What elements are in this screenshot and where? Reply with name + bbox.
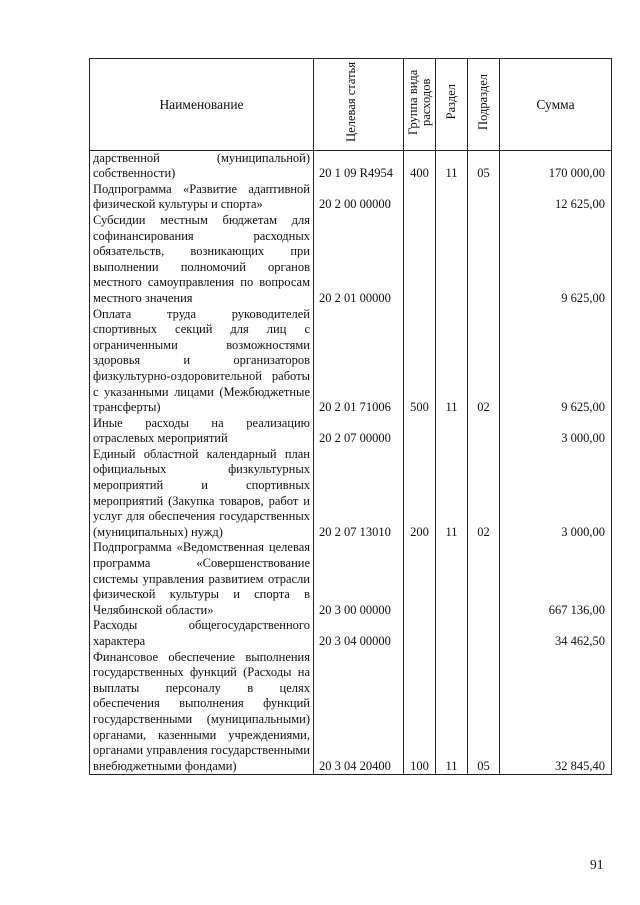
- cell-sum: 34 462,50: [500, 618, 612, 649]
- cell-name: дарственной (муниципальной) собственности): [90, 150, 314, 182]
- cell-section: [436, 618, 468, 649]
- cell-group: 500: [404, 307, 436, 416]
- cell-subsection: [468, 416, 500, 447]
- cell-name: Оплата труда руководителей спортивных секций для лиц с ограниченными возможностями здоровья и организаторов физкультурно-оздоровительной работы с указанными лицами (Межбюджетные трансферты): [90, 307, 314, 416]
- cell-sum: 32 845,40: [500, 650, 612, 775]
- cell-sum: 170 000,00: [500, 150, 612, 182]
- cell-group: [404, 416, 436, 447]
- cell-name: Субсидии местным бюджетам для софинансирования расходных обязательств, возникающих при выполнении полномочий органов местного самоуправления по вопросам местного значения: [90, 213, 314, 307]
- cell-subsection: 05: [468, 150, 500, 182]
- cell-subsection: [468, 213, 500, 307]
- cell-sum: 3 000,00: [500, 447, 612, 541]
- cell-target: 20 2 07 13010: [314, 447, 404, 541]
- cell-group: 200: [404, 447, 436, 541]
- cell-name: Подпрограмма «Развитие адаптивной физической культуры и спорта»: [90, 182, 314, 213]
- header-target: Целевая статья: [314, 59, 404, 151]
- cell-section: 11: [436, 447, 468, 541]
- cell-subsection: 02: [468, 447, 500, 541]
- cell-target: 20 2 01 71006: [314, 307, 404, 416]
- cell-sum: 667 136,00: [500, 540, 612, 618]
- header-section: Раздел: [436, 59, 468, 151]
- cell-target: 20 3 00 00000: [314, 540, 404, 618]
- cell-subsection: [468, 540, 500, 618]
- cell-sum: 9 625,00: [500, 307, 612, 416]
- cell-target: 20 2 01 00000: [314, 213, 404, 307]
- table-row: [90, 307, 612, 416]
- cell-name: Иные расходы на реализацию отраслевых мероприятий: [90, 416, 314, 447]
- cell-name: Финансовое обеспечение выполнения государственных функций (Расходы на выплаты персоналу в целях обеспечения выполнения функций государственными (муниципальными) органами, казенными учреждениями, органами управления государственными внебюджетными фондами): [90, 650, 314, 775]
- cell-sum: 3 000,00: [500, 416, 612, 447]
- cell-sum: 9 625,00: [500, 213, 612, 307]
- header-sum: Сумма: [500, 59, 612, 151]
- cell-section: [436, 213, 468, 307]
- cell-target: 20 1 09 R4954: [314, 150, 404, 182]
- header-group: Группа вида расходов: [404, 59, 436, 151]
- cell-group: [404, 213, 436, 307]
- cell-section: 11: [436, 150, 468, 182]
- cell-target: 20 2 07 00000: [314, 416, 404, 447]
- cell-target: 20 3 04 20400: [314, 650, 404, 775]
- cell-name: Единый областной календарный план официальных физкультурных мероприятий и спортивных мероприятий (Закупка товаров, работ и услуг для обеспечения государственных (муниципальных) нужд): [90, 447, 314, 541]
- budget-table: [89, 58, 612, 775]
- table-row: [90, 416, 612, 447]
- cell-group: 100: [404, 650, 436, 775]
- table-row: [90, 150, 612, 182]
- page-number: 91: [590, 857, 604, 872]
- cell-name: Подпрограмма «Ведомственная целевая программа «Совершенствование системы управления развитием отрасли физической культуры и спорта в Челябинской области»: [90, 540, 314, 618]
- cell-subsection: 02: [468, 307, 500, 416]
- table-row: [90, 540, 612, 618]
- cell-section: 11: [436, 307, 468, 416]
- cell-subsection: [468, 618, 500, 649]
- header-subsection: Подраздел: [468, 59, 500, 151]
- table-row: [90, 618, 612, 649]
- table-row: [90, 650, 612, 775]
- cell-sum: 12 625,00: [500, 182, 612, 213]
- cell-group: [404, 540, 436, 618]
- cell-section: [436, 182, 468, 213]
- cell-group: [404, 618, 436, 649]
- cell-target: 20 3 04 00000: [314, 618, 404, 649]
- table-row: [90, 182, 612, 213]
- table-row: [90, 213, 612, 307]
- budget-table-container: [89, 58, 611, 849]
- table-header-row: [90, 59, 612, 151]
- cell-section: [436, 416, 468, 447]
- cell-target: 20 2 00 00000: [314, 182, 404, 213]
- cell-section: 11: [436, 650, 468, 775]
- cell-subsection: [468, 182, 500, 213]
- cell-group: [404, 182, 436, 213]
- cell-subsection: 05: [468, 650, 500, 775]
- cell-group: 400: [404, 150, 436, 182]
- table-body: [90, 150, 612, 775]
- table-row: [90, 447, 612, 541]
- cell-name: Расходы общегосударственного характера: [90, 618, 314, 649]
- header-name: Наименование: [90, 59, 314, 151]
- cell-section: [436, 540, 468, 618]
